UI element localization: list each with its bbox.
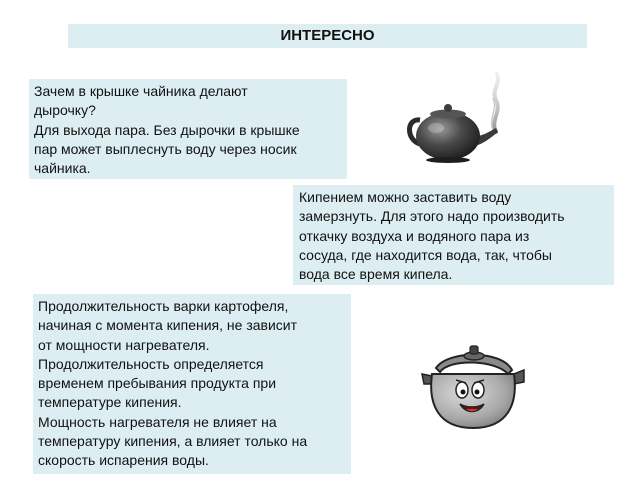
fact-line: замерзнуть. Для этого надо производить [299,208,565,225]
fact-line: чайника. [34,160,91,177]
fact-line: Продолжительность варки картофеля, [38,298,289,314]
fact-line: Мощность нагревателя не влияет на [38,413,277,430]
fact-line: Для выхода пара. Без дырочки в крышке [34,121,300,138]
fact-line: скорость испарения воды. [38,452,209,469]
cartoon-pot-icon [418,334,528,434]
page-title: ИНТЕРЕСНО [68,24,587,48]
fact-line: вода все время кипела. [299,266,453,283]
fact-line: Кипением можно заставить воду [299,189,512,205]
fact-line: откачку воздуха и водяного пара из [299,227,530,244]
fact-line: температуру кипения, а влияет только на [38,433,308,450]
fact-line: от мощности нагревателя. [38,336,210,353]
fact-box-boiling-freeze [293,185,614,285]
fact-line: Продолжительность определяется [38,355,264,372]
fact-line: сосуда, где находится вода, так, чтобы [299,246,552,263]
fact-line: дырочку? [34,102,96,119]
fact-line: Зачем в крышке чайника делают [34,83,248,99]
fact-line: временем пребывания продукта при [38,375,277,392]
teapot-icon [404,70,514,170]
fact-line: температуре кипения. [38,394,182,411]
fact-box-teapot-hole [29,79,347,179]
fact-line: пар может выплеснуть воду через носик [34,140,297,157]
fact-line: начиная с момента кипения, не зависит [38,317,298,334]
fact-box-potato-cooking [33,294,351,474]
